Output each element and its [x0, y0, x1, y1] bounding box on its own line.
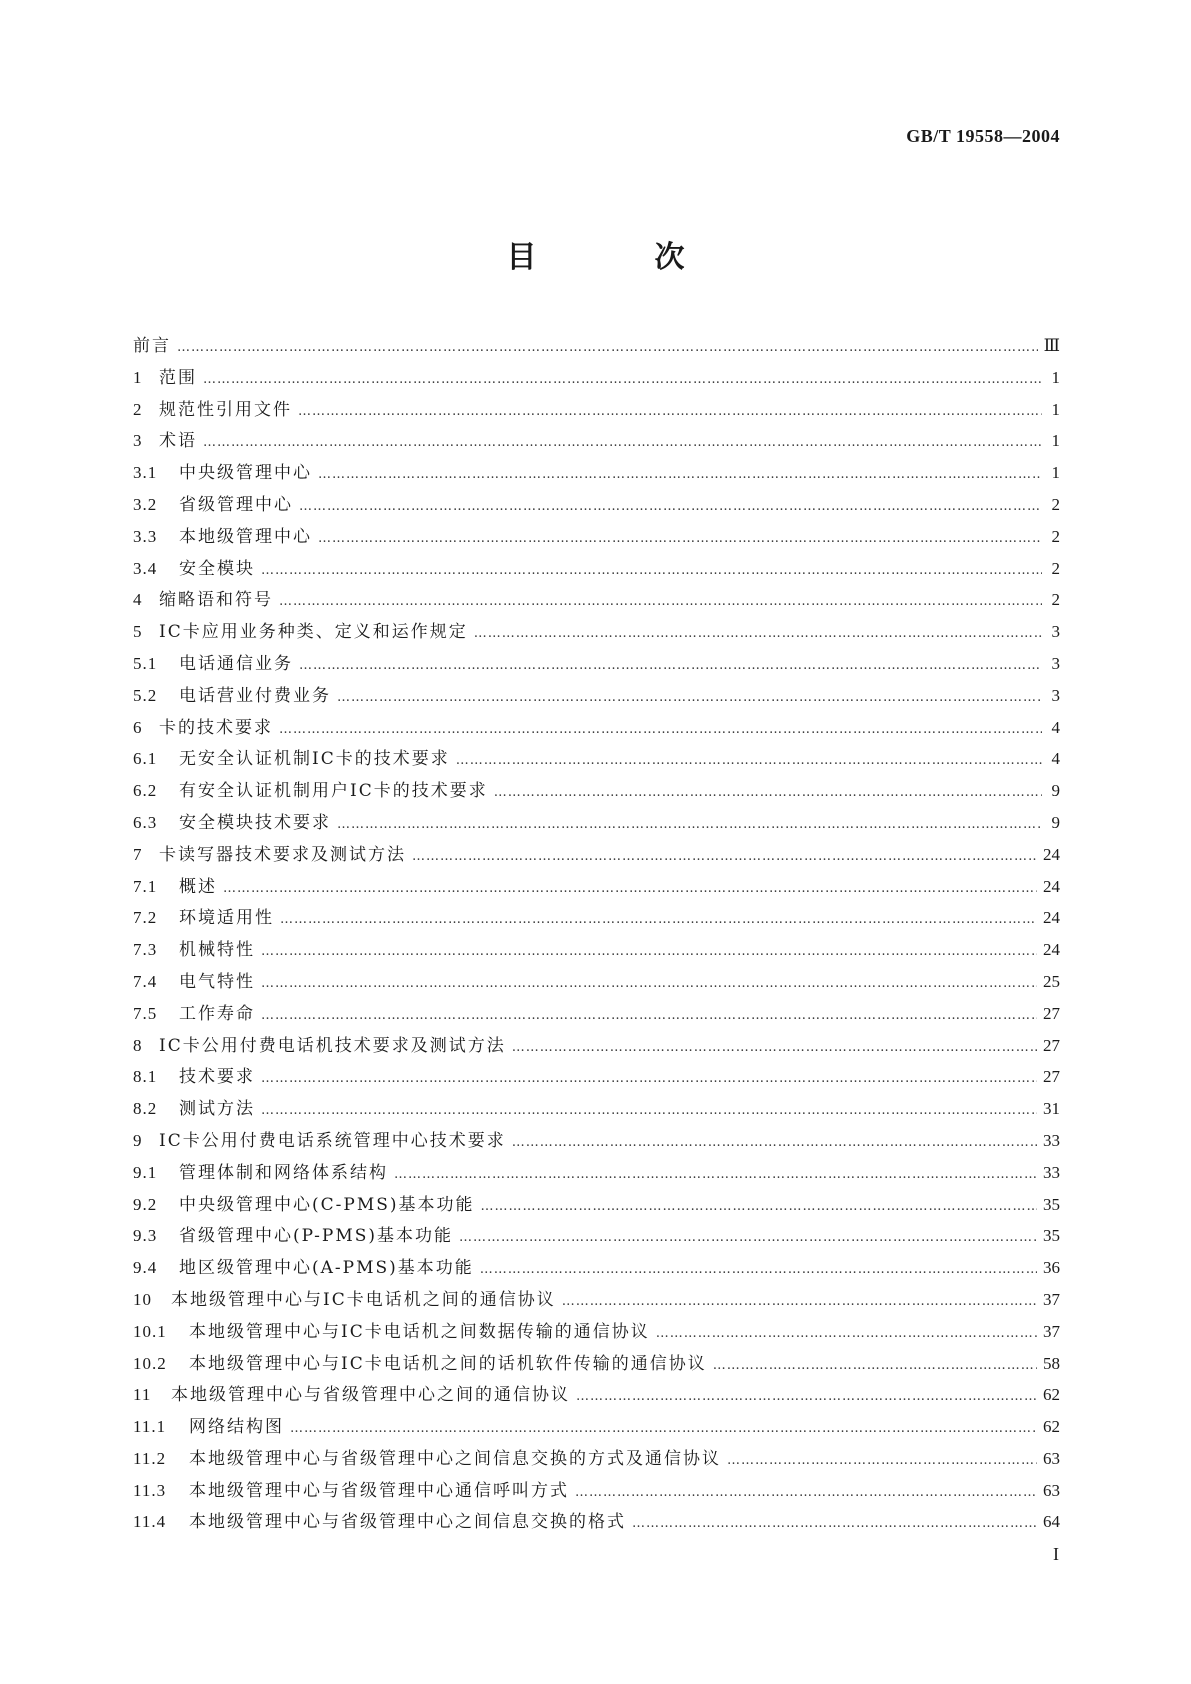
toc-entry[interactable]: [133, 1126, 1060, 1158]
toc-entry-number: 7: [133, 844, 143, 864]
toc-entry[interactable]: [133, 585, 1060, 617]
toc-entry-label: 范围: [159, 367, 197, 388]
toc-entry[interactable]: [133, 1349, 1060, 1381]
toc-entry-number: 10.2: [133, 1353, 167, 1373]
toc-entry-label: 本地级管理中心与省级管理中心之间的通信协议: [171, 1385, 570, 1406]
toc-leader-dots: [459, 1230, 1037, 1245]
toc-entry[interactable]: [133, 458, 1060, 490]
toc-leader-dots: [203, 372, 1042, 387]
toc-entry-number: 8.1: [133, 1067, 158, 1087]
toc-entry-page: 35: [1043, 1194, 1060, 1214]
toc-entry[interactable]: [133, 1412, 1060, 1444]
toc-entry-number: 9.4: [133, 1258, 158, 1278]
toc-leader-dots: [576, 1389, 1037, 1404]
toc-leader-dots: [337, 817, 1042, 832]
toc-entry-page: 2: [1051, 494, 1060, 514]
toc-leader-dots: [512, 1135, 1037, 1150]
toc-leader-dots: [290, 1421, 1037, 1436]
toc-entry-number: 3.4: [133, 558, 158, 578]
toc-entry[interactable]: [133, 1253, 1060, 1285]
toc-entry-label: 省级管理中心(P-PMS)基本功能: [179, 1226, 454, 1247]
toc-entry-page: 63: [1043, 1480, 1060, 1500]
toc-entry-number: 2: [133, 399, 143, 419]
toc-entry-label: 环境适用性: [179, 908, 274, 929]
toc-entry-page: 31: [1043, 1099, 1060, 1119]
toc-entry-page: 9: [1051, 781, 1060, 801]
toc-leader-dots: [318, 531, 1042, 546]
toc-leader-dots: [481, 1199, 1037, 1214]
toc-entry[interactable]: [133, 554, 1060, 586]
toc-entry[interactable]: [133, 363, 1060, 395]
toc-entry-page: 3: [1051, 622, 1060, 642]
toc-leader-dots: [261, 976, 1037, 991]
toc-leader-dots: [299, 658, 1042, 673]
toc-leader-dots: [261, 1103, 1037, 1118]
toc-entry-label: 前言: [133, 336, 171, 356]
page-number: I: [1053, 1544, 1059, 1564]
toc-entry-number: 6.3: [133, 812, 158, 832]
toc-entry-number: 6.2: [133, 781, 158, 801]
toc-entry-page: 27: [1043, 1003, 1060, 1023]
toc-entry[interactable]: [133, 1285, 1060, 1317]
toc-entry[interactable]: [133, 713, 1060, 745]
toc-leader-dots: [494, 785, 1042, 800]
toc-entry-number: 7.1: [133, 876, 158, 896]
toc-leader-dots: [575, 1485, 1037, 1500]
toc-entry-page: 24: [1043, 844, 1060, 864]
toc-entry-number: 8: [133, 1035, 143, 1055]
toc-leader-dots: [299, 499, 1042, 514]
toc-entry-number: 5: [133, 622, 143, 642]
toc-entry-page: 27: [1043, 1067, 1060, 1087]
toc-entry[interactable]: [133, 935, 1060, 967]
toc-entry-number: 10: [133, 1289, 152, 1309]
toc-entry-number: 9.2: [133, 1194, 158, 1214]
toc-entry-label: 本地级管理中心与IC卡电话机之间数据传输的通信协议: [189, 1321, 650, 1342]
toc-leader-dots: [480, 1262, 1037, 1277]
toc-leader-dots: [261, 563, 1042, 578]
toc-entry[interactable]: [133, 426, 1060, 458]
toc-entry-label: 本地级管理中心与省级管理中心通信呼叫方式: [189, 1480, 569, 1501]
toc-leader-dots: [656, 1326, 1037, 1341]
toc-entry[interactable]: [133, 1031, 1060, 1063]
toc-entry-number: 7.5: [133, 1003, 158, 1023]
toc-entry-page: 2: [1051, 526, 1060, 546]
toc-entry-page: 25: [1043, 971, 1060, 991]
toc-entry-page: 9: [1051, 812, 1060, 832]
toc-title: 目 次: [506, 240, 729, 275]
toc-entry-label: 测试方法: [179, 1099, 255, 1120]
toc-entry-number: 3.3: [133, 526, 158, 546]
toc-entry[interactable]: [133, 1476, 1060, 1508]
toc-entry[interactable]: [133, 681, 1060, 713]
toc-entry-number: 4: [133, 590, 143, 610]
toc-entry-label: 本地级管理中心与省级管理中心之间信息交换的方式及通信协议: [189, 1448, 721, 1469]
toc-entry-number: 3.2: [133, 494, 158, 514]
toc-entry-number: 7.4: [133, 971, 158, 991]
toc-leader-dots: [177, 340, 1038, 355]
toc-entry-label: 机械特性: [179, 940, 255, 961]
toc-leader-dots: [713, 1358, 1037, 1373]
toc-entry-number: 6: [133, 717, 143, 737]
toc-entry-page: 37: [1043, 1321, 1060, 1341]
toc-entry-page: 1: [1051, 463, 1060, 483]
toc-leader-dots: [337, 690, 1042, 705]
toc-entry-number: 7.3: [133, 940, 158, 960]
toc-entry-label: 地区级管理中心(A-PMS)基本功能: [179, 1258, 474, 1279]
toc-entry-page: 62: [1043, 1385, 1060, 1405]
toc-entry-label: 网络结构图: [189, 1417, 284, 1438]
toc-entry-page: 3: [1051, 685, 1060, 705]
toc-entry[interactable]: [133, 1062, 1060, 1094]
toc-entry-label: 安全模块技术要求: [179, 812, 331, 833]
standard-number: GB/T 19558—2004: [906, 126, 1060, 146]
toc-entry[interactable]: [133, 1507, 1060, 1539]
toc-entry[interactable]: [133, 999, 1060, 1031]
toc-leader-dots: [298, 404, 1042, 419]
toc-entry-page: 33: [1043, 1130, 1060, 1150]
toc-entry-number: 11.3: [133, 1480, 167, 1500]
toc-entry-label: 管理体制和网络体系结构: [179, 1162, 388, 1183]
toc-entry-page: 4: [1051, 717, 1060, 737]
toc-entry[interactable]: [133, 649, 1060, 681]
toc-leader-dots: [261, 1008, 1037, 1023]
toc-entry-number: 11.2: [133, 1448, 167, 1468]
toc-entry[interactable]: [133, 1094, 1060, 1126]
toc-leader-dots: [562, 1294, 1037, 1309]
toc-entry[interactable]: [133, 1158, 1060, 1190]
toc-leader-dots: [456, 753, 1042, 768]
toc-entry-page: 62: [1043, 1417, 1060, 1437]
toc-entry-page: 36: [1043, 1258, 1060, 1278]
toc-entry[interactable]: [133, 1444, 1060, 1476]
toc-entry-number: 3: [133, 431, 143, 451]
toc-leader-dots: [223, 881, 1037, 896]
toc-entry-label: 电气特性: [179, 971, 255, 992]
toc-entry-label: 本地级管理中心与IC卡电话机之间的话机软件传输的通信协议: [189, 1353, 707, 1374]
table-of-contents: [133, 331, 1060, 1539]
toc-entry[interactable]: [133, 522, 1060, 554]
toc-entry-page: 2: [1051, 590, 1060, 610]
toc-entry-label: 省级管理中心: [179, 494, 293, 515]
toc-entry-label: 缩略语和符号: [159, 590, 273, 611]
toc-leader-dots: [261, 944, 1037, 959]
toc-entry-number: 7.2: [133, 908, 158, 928]
toc-entry[interactable]: [133, 744, 1060, 776]
toc-entry-number: 9.1: [133, 1162, 158, 1182]
toc-entry[interactable]: [133, 967, 1060, 999]
toc-entry-page: 33: [1043, 1162, 1060, 1182]
toc-entry-label: 卡读写器技术要求及测试方法: [159, 844, 406, 865]
toc-entry-label: 本地级管理中心: [179, 526, 312, 547]
toc-entry[interactable]: [133, 490, 1060, 522]
toc-entry[interactable]: [133, 840, 1060, 872]
toc-entry-number: 5.1: [133, 653, 158, 673]
toc-entry-label: 安全模块: [179, 558, 255, 579]
toc-entry-number: 11.4: [133, 1512, 167, 1532]
toc-entry-page: Ⅲ: [1043, 336, 1060, 355]
toc-entry-label: 本地级管理中心与IC卡电话机之间的通信协议: [171, 1289, 556, 1310]
toc-entry-number: 3.1: [133, 463, 158, 483]
toc-entry[interactable]: [133, 872, 1060, 904]
toc-entry-number: 6.1: [133, 749, 158, 769]
toc-entry[interactable]: [133, 331, 1060, 363]
toc-entry-page: 1: [1051, 399, 1060, 419]
toc-entry-label: 概述: [179, 876, 217, 897]
toc-entry-label: 技术要求: [179, 1067, 255, 1088]
toc-entry-page: 2: [1051, 558, 1060, 578]
toc-entry-page: 24: [1043, 876, 1060, 896]
toc-leader-dots: [261, 1071, 1037, 1086]
toc-entry[interactable]: [133, 1317, 1060, 1349]
toc-entry-page: 3: [1051, 653, 1060, 673]
toc-entry[interactable]: [133, 903, 1060, 935]
toc-entry-label: 电话营业付费业务: [179, 685, 331, 706]
toc-entry-number: 1: [133, 367, 143, 387]
toc-leader-dots: [632, 1516, 1037, 1531]
toc-entry[interactable]: [133, 395, 1060, 427]
toc-entry-page: 63: [1043, 1448, 1060, 1468]
toc-entry-number: 11.1: [133, 1417, 167, 1437]
toc-leader-dots: [394, 1167, 1037, 1182]
toc-entry-page: 64: [1043, 1512, 1060, 1532]
toc-entry-page: 37: [1043, 1289, 1060, 1309]
toc-entry-number: 9.3: [133, 1226, 158, 1246]
toc-entry-number: 5.2: [133, 685, 158, 705]
toc-entry[interactable]: [133, 617, 1060, 649]
toc-entry[interactable]: [133, 808, 1060, 840]
toc-entry-number: 10.1: [133, 1321, 167, 1341]
toc-leader-dots: [279, 594, 1042, 609]
toc-entry-label: 电话通信业务: [179, 653, 293, 674]
toc-entry-label: 有安全认证机制用户IC卡的技术要求: [179, 781, 488, 802]
toc-entry-label: 本地级管理中心与省级管理中心之间信息交换的格式: [189, 1512, 626, 1533]
toc-entry-label: 无安全认证机制IC卡的技术要求: [179, 749, 450, 770]
toc-entry-label: 术语: [159, 431, 197, 452]
toc-entry-page: 24: [1043, 940, 1060, 960]
toc-entry-label: 卡的技术要求: [159, 717, 273, 738]
toc-entry-number: 11: [133, 1385, 152, 1405]
toc-entry-label: IC卡公用付费电话系统管理中心技术要求: [159, 1130, 506, 1151]
toc-entry-label: IC卡应用业务种类、定义和运作规定: [159, 622, 468, 643]
toc-entry-page: 58: [1043, 1353, 1060, 1373]
toc-entry-page: 24: [1043, 908, 1060, 928]
toc-leader-dots: [203, 435, 1042, 450]
toc-leader-dots: [412, 849, 1037, 864]
toc-entry[interactable]: [133, 776, 1060, 808]
toc-entry-page: 1: [1051, 431, 1060, 451]
toc-entry-number: 9: [133, 1130, 143, 1150]
toc-entry-page: 35: [1043, 1226, 1060, 1246]
toc-entry-page: 1: [1051, 367, 1060, 387]
toc-entry-label: 工作寿命: [179, 1003, 255, 1024]
toc-entry-page: 27: [1043, 1035, 1060, 1055]
toc-entry-page: 4: [1051, 749, 1060, 769]
toc-entry-label: 规范性引用文件: [159, 399, 292, 420]
toc-leader-dots: [280, 912, 1037, 927]
toc-entry-label: 中央级管理中心: [179, 463, 312, 484]
toc-leader-dots: [727, 1453, 1037, 1468]
toc-leader-dots: [474, 626, 1042, 641]
toc-entry[interactable]: [133, 1190, 1060, 1222]
toc-entry[interactable]: [133, 1380, 1060, 1412]
toc-leader-dots: [512, 1040, 1037, 1055]
toc-entry-label: IC卡公用付费电话机技术要求及测试方法: [159, 1035, 506, 1056]
toc-entry-number: 8.2: [133, 1099, 158, 1119]
toc-leader-dots: [318, 467, 1042, 482]
toc-entry[interactable]: [133, 1221, 1060, 1253]
toc-entry-label: 中央级管理中心(C-PMS)基本功能: [179, 1194, 475, 1215]
toc-leader-dots: [279, 722, 1042, 737]
